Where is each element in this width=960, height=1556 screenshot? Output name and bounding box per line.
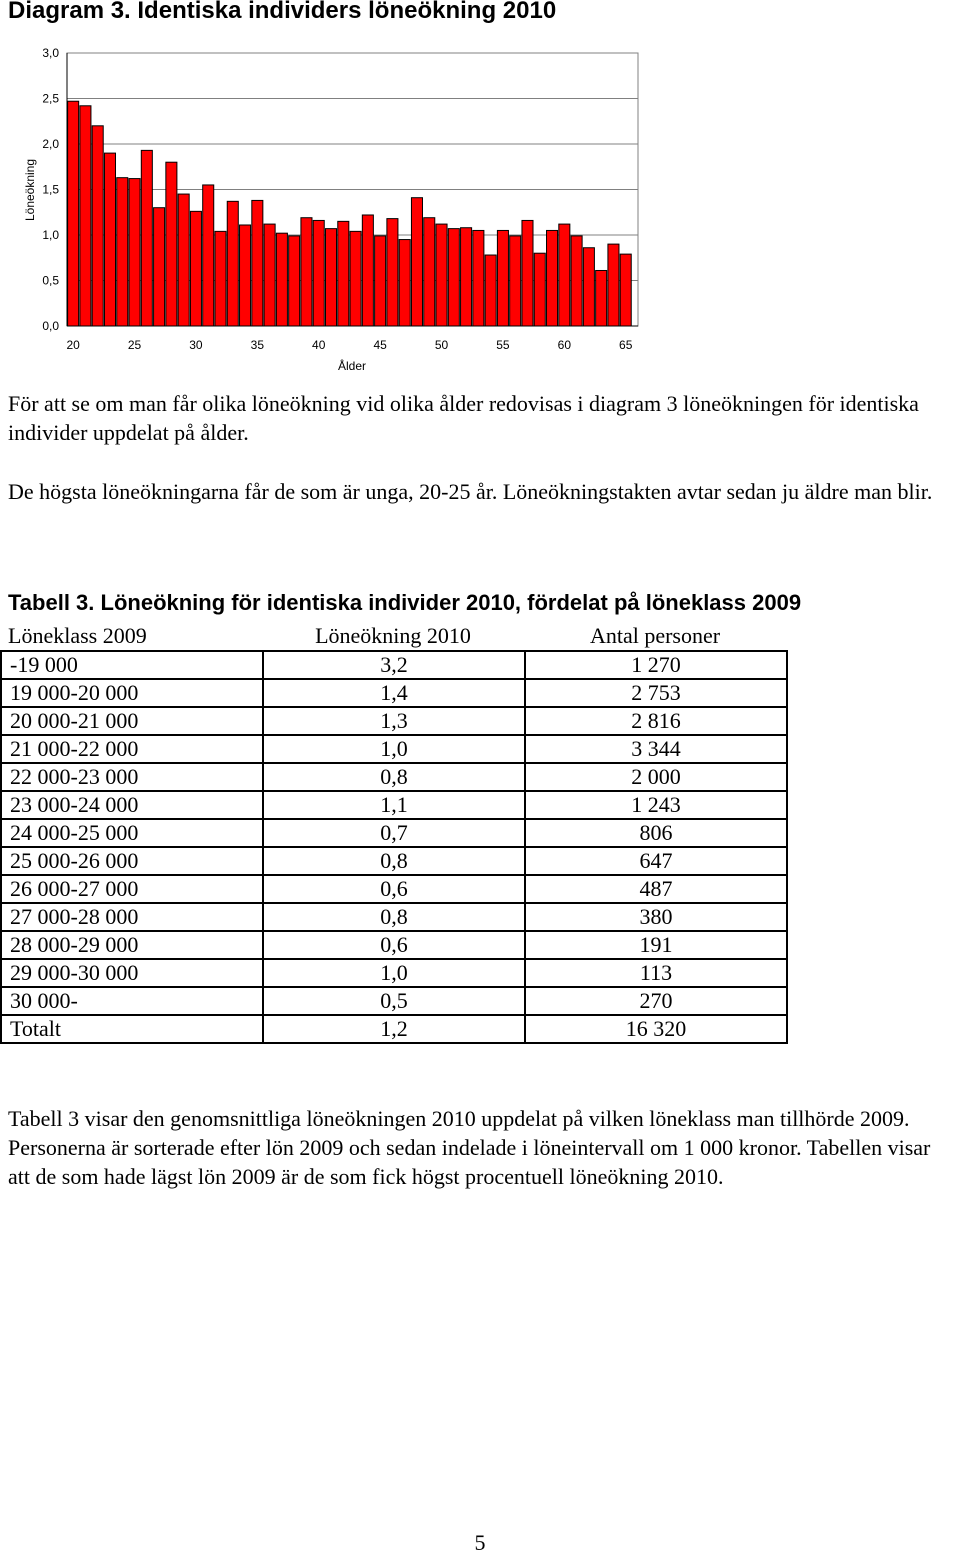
bar-age-40	[313, 220, 324, 326]
table-row	[1, 735, 787, 763]
cell-increase: 0,6	[263, 931, 525, 959]
cell-count: 647	[525, 847, 787, 875]
bar-age-63	[596, 270, 607, 326]
cell-salary-class: 27 000-28 000	[1, 903, 263, 931]
findings-paragraph: De högsta löneökningarna får de som är unga, 20-25 år. Löneökningstakten avtar sedan ju äldre man blir.	[8, 479, 933, 504]
cell-salary-class: 26 000-27 000	[1, 875, 263, 903]
table-description-paragraph: Tabell 3 visar den genomsnittliga löneökningen 2010 uppdelat på vilken löneklass man tillhörde 2009. Personerna är sorterade efter lön 2009 och sedan indelade i löneintervall om 1 000 kronor. Tabellen visar att de som hade lägst lön 2009 är de som fick högst procentuell löneökning 2010.	[8, 1106, 931, 1189]
cell-increase: 0,7	[263, 819, 525, 847]
bar-age-29	[178, 194, 189, 326]
bar-age-46	[387, 219, 398, 326]
cell-salary-class: 22 000-23 000	[1, 763, 263, 791]
bar-age-45	[375, 236, 386, 326]
table-row	[1, 763, 787, 791]
cell-count: 270	[525, 987, 787, 1015]
cell-increase: 1,0	[263, 735, 525, 763]
table-body	[1, 651, 787, 1043]
cell-increase: 0,8	[263, 903, 525, 931]
cell-salary-class: 23 000-24 000	[1, 791, 263, 819]
cell-count: 2 816	[525, 707, 787, 735]
table-row	[1, 875, 787, 903]
cell-increase: 1,3	[263, 707, 525, 735]
cell-increase: 0,6	[263, 875, 525, 903]
x-tick-label: 25	[127, 338, 142, 352]
bar-age-38	[289, 236, 300, 326]
bar-age-21	[80, 106, 91, 326]
bar-age-39	[301, 218, 312, 326]
bar-age-62	[583, 248, 594, 326]
bar-age-49	[424, 218, 435, 326]
bar-age-64	[608, 244, 619, 326]
y-axis-label: Löneökning	[23, 158, 37, 222]
y-tick-label: 2,0	[42, 137, 59, 151]
bar-age-52	[461, 228, 472, 326]
column-header-salary-class: Löneklass 2009	[8, 623, 147, 648]
x-tick-label: 30	[189, 338, 203, 352]
table-row	[1, 1015, 787, 1043]
bar-age-47	[399, 240, 410, 326]
cell-count: 16 320	[525, 1015, 787, 1043]
intro-paragraph: För att se om man får olika löneökning vid olika ålder redovisas i diagram 3 löneökningen för identiska individer uppdelat på ålder.	[8, 391, 919, 445]
bar-age-37	[276, 233, 287, 326]
cell-salary-class: 19 000-20 000	[1, 679, 263, 707]
column-header-increase: Löneökning 2010	[315, 623, 471, 648]
bar-age-28	[166, 162, 177, 326]
bar-age-53	[473, 230, 484, 326]
y-tick-label: 3,0	[42, 46, 59, 60]
bar-age-27	[154, 208, 165, 326]
cell-salary-class: 28 000-29 000	[1, 931, 263, 959]
cell-count: 2 753	[525, 679, 787, 707]
bar-age-58	[534, 253, 545, 326]
cell-increase: 0,5	[263, 987, 525, 1015]
bar-age-23	[104, 153, 115, 326]
cell-count: 191	[525, 931, 787, 959]
bar-age-51	[448, 229, 459, 326]
bar-age-35	[252, 200, 263, 326]
bar-age-55	[497, 230, 508, 326]
cell-increase: 1,4	[263, 679, 525, 707]
bar-age-20	[68, 101, 79, 326]
cell-count: 3 344	[525, 735, 787, 763]
y-tick-label: 1,0	[42, 228, 59, 242]
cell-count: 113	[525, 959, 787, 987]
bar-age-32	[215, 231, 226, 326]
cell-salary-class: 30 000-	[1, 987, 263, 1015]
table-row	[1, 651, 787, 679]
cell-count: 2 000	[525, 763, 787, 791]
table-row	[1, 707, 787, 735]
table-row	[1, 847, 787, 875]
table-row	[1, 959, 787, 987]
bar-age-43	[350, 231, 361, 326]
bar-age-31	[203, 185, 214, 326]
bar-age-30	[190, 211, 201, 326]
table-row	[1, 931, 787, 959]
cell-salary-class: -19 000	[1, 651, 263, 679]
x-tick-label: 55	[496, 338, 510, 352]
column-header-count: Antal personer	[589, 623, 721, 648]
y-tick-label: 0,5	[42, 273, 59, 288]
bar-age-33	[227, 201, 238, 326]
bar-age-42	[338, 221, 349, 326]
cell-count: 1 270	[525, 651, 787, 679]
table-row	[1, 679, 787, 707]
salary-increase-by-age-chart	[0, 40, 700, 380]
cell-salary-class: 20 000-21 000	[1, 707, 263, 735]
bar-age-22	[92, 126, 103, 326]
cell-salary-class: 25 000-26 000	[1, 847, 263, 875]
bar-age-36	[264, 224, 275, 326]
cell-increase: 1,2	[263, 1015, 525, 1043]
diagram-heading: Diagram 3. Identiska individers löneökning 2010	[8, 0, 557, 24]
bar-age-25	[129, 179, 140, 326]
cell-salary-class: 29 000-30 000	[1, 959, 263, 987]
bar-age-24	[117, 178, 128, 326]
page-number: 5	[474, 1530, 486, 1555]
y-tick-label: 0,0	[42, 319, 59, 333]
x-tick-label: 50	[434, 338, 449, 352]
bar-age-59	[547, 230, 558, 326]
cell-salary-class: Totalt	[1, 1015, 263, 1043]
x-tick-label: 65	[619, 338, 633, 352]
x-axis-tick-labels	[66, 338, 632, 352]
bar-age-57	[522, 220, 533, 326]
table-row	[1, 987, 787, 1015]
x-tick-label: 60	[557, 338, 572, 352]
y-tick-label: 1,5	[42, 182, 59, 197]
cell-count: 1 243	[525, 791, 787, 819]
table-title: Tabell 3. Löneökning för identiska individer 2010, fördelat på löneklass 2009	[8, 590, 802, 615]
bar-age-61	[571, 236, 582, 326]
x-tick-label: 45	[373, 338, 387, 352]
cell-count: 806	[525, 819, 787, 847]
cell-increase: 0,8	[263, 763, 525, 791]
bar-age-50	[436, 224, 447, 326]
salary-increase-table	[0, 650, 788, 1044]
bar-age-34	[240, 225, 251, 326]
x-tick-label: 20	[66, 338, 80, 352]
x-tick-label: 35	[250, 338, 265, 352]
table-header-row	[0, 621, 786, 651]
table-row	[1, 819, 787, 847]
cell-salary-class: 21 000-22 000	[1, 735, 263, 763]
x-tick-label: 40	[312, 338, 326, 352]
table-row	[1, 903, 787, 931]
y-axis-tick-labels	[42, 46, 59, 333]
table-row	[1, 791, 787, 819]
cell-increase: 3,2	[263, 651, 525, 679]
cell-increase: 1,0	[263, 959, 525, 987]
bar-age-26	[141, 150, 152, 326]
bar-age-65	[620, 254, 631, 326]
bar-age-60	[559, 224, 570, 326]
bar-age-48	[411, 198, 422, 326]
bar-age-56	[510, 236, 521, 326]
cell-increase: 0,8	[263, 847, 525, 875]
bar-age-54	[485, 255, 496, 326]
cell-count: 380	[525, 903, 787, 931]
cell-increase: 1,1	[263, 791, 525, 819]
cell-salary-class: 24 000-25 000	[1, 819, 263, 847]
bar-age-41	[325, 229, 336, 326]
bar-age-44	[362, 215, 373, 326]
cell-count: 487	[525, 875, 787, 903]
x-axis-label: Ålder	[337, 359, 367, 373]
y-tick-label: 2,5	[42, 91, 59, 106]
